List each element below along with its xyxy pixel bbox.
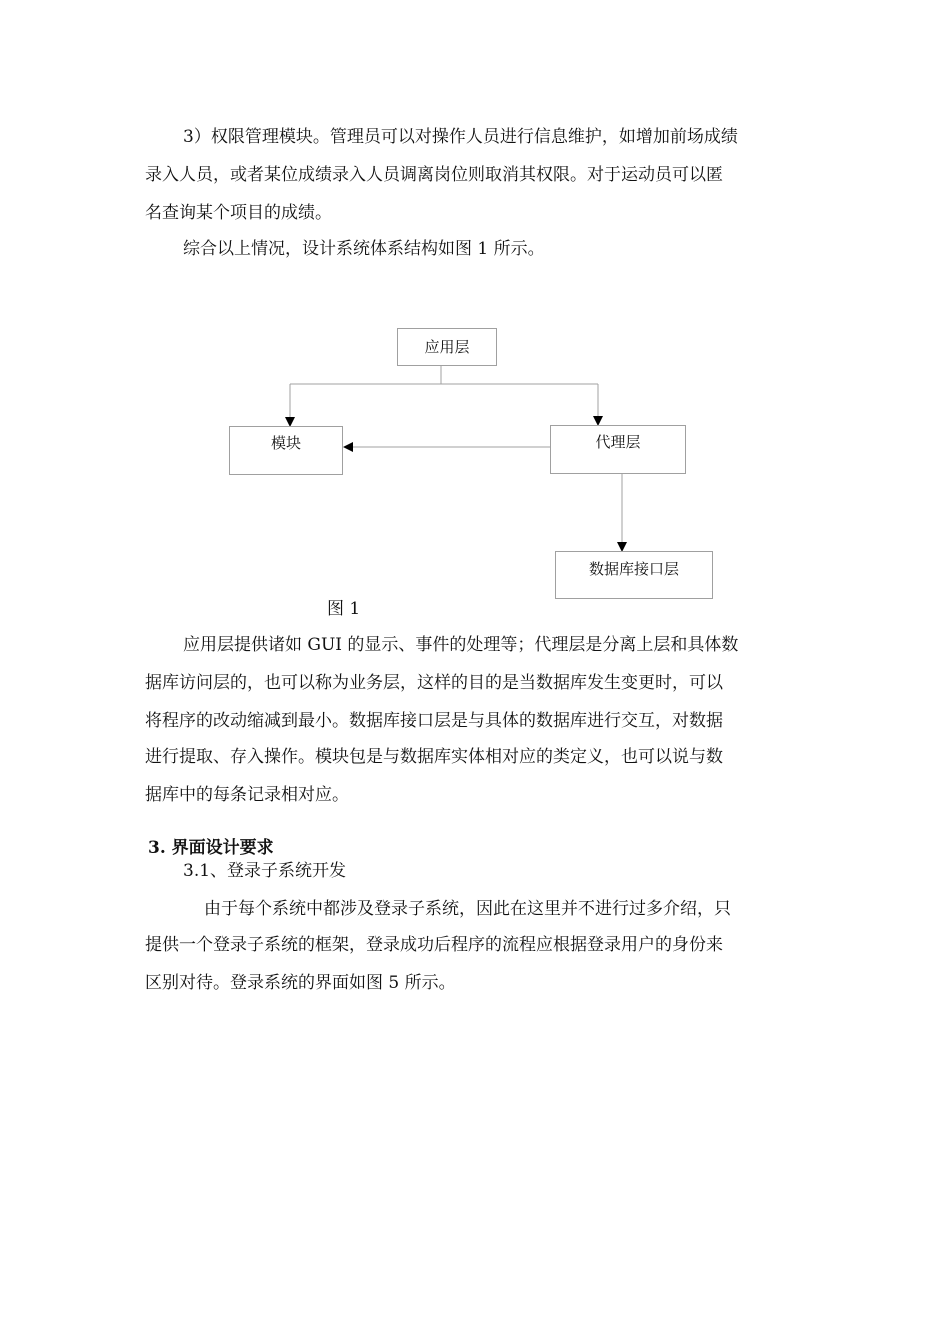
section-heading: 3. 界面设计要求 [148, 838, 274, 858]
db-interface-label: 数据库接口层 [588, 560, 679, 578]
paragraph-3-line-1: 应用层提供诸如 GUI 的显示、事件的处理等；代理层是分离上层和具体数 [183, 635, 739, 655]
db-interface-box [555, 551, 713, 599]
paragraph-4-line-1: 由于每个系统中都涉及登录子系统，因此在这里并不进行过多介绍，只 [204, 899, 731, 919]
figure-caption: 图 1 [327, 599, 361, 619]
paragraph-1-line-1: 3）权限管理模块。管理员可以对操作人员进行信息维护，如增加前场成绩 [183, 127, 738, 147]
app-layer-label: 应用层 [424, 338, 470, 356]
paragraph-3-line-4: 进行提取、存入操作。模块包是与数据库实体相对应的类定义，也可以说与数 [145, 747, 723, 767]
subsection-heading: 3.1、登录子系统开发 [183, 861, 347, 881]
module-box [229, 426, 343, 475]
paragraph-1-line-3: 名查询某个项目的成绩。 [145, 203, 332, 223]
proxy-layer-box [550, 425, 686, 474]
paragraph-3-line-5: 据库中的每条记录相对应。 [145, 785, 349, 805]
paragraph-3-line-3: 将程序的改动缩减到最小。数据库接口层是与具体的数据库进行交互，对数据 [145, 711, 723, 731]
paragraph-2: 综合以上情况，设计系统体系结构如图 1 所示。 [183, 239, 545, 259]
paragraph-1-line-2: 录入人员，或者某位成绩录入人员调离岗位则取消其权限。对于运动员可以匿 [145, 165, 723, 185]
paragraph-4-line-2: 提供一个登录子系统的框架，登录成功后程序的流程应根据登录用户的身份来 [145, 935, 723, 955]
app-layer-box [397, 328, 497, 366]
paragraph-4-line-3: 区别对待。登录系统的界面如图 5 所示。 [145, 973, 456, 993]
module-label: 模块 [270, 434, 301, 452]
proxy-layer-label: 代理层 [595, 433, 641, 451]
paragraph-3-line-2: 据库访问层的，也可以称为业务层，这样的目的是当数据库发生变更时，可以 [145, 673, 723, 693]
